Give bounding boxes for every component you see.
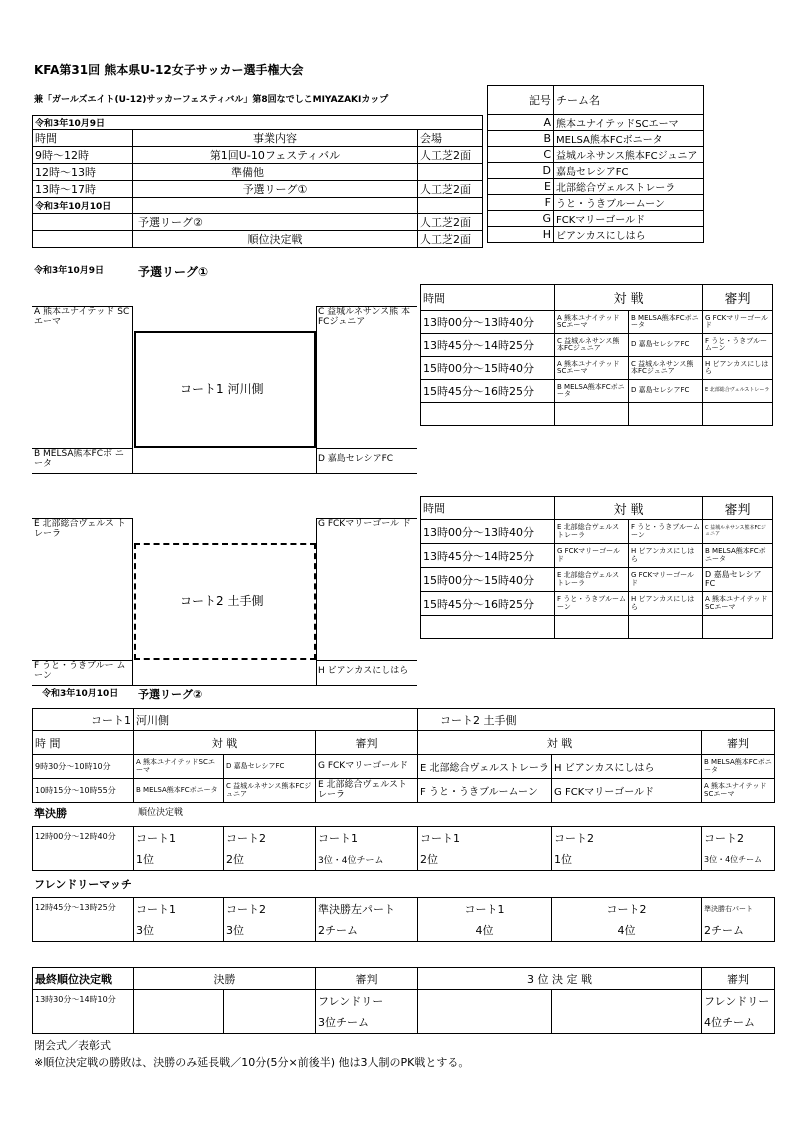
court2-team-br: H ビアンカスにしはら bbox=[318, 666, 409, 676]
match-time: 15時45分～16時25分 bbox=[421, 592, 555, 616]
schedule-row-content: 第1回U-10フェスティバル bbox=[133, 147, 418, 164]
friendly-table bbox=[32, 897, 775, 942]
match-team-a: E 北部総合ヴェルストレーラ bbox=[555, 520, 629, 544]
schedule-date2: 令和3年10月10日 bbox=[33, 198, 133, 214]
match-time: 13時00分～13時40分 bbox=[421, 311, 555, 334]
court2-match-table bbox=[420, 496, 773, 639]
court2-team-tr: G FCKマリーゴール ド bbox=[318, 519, 411, 529]
semi-cell-top: コート1 bbox=[134, 827, 224, 849]
match-ref: C 益城ルネサンス熊本FCジュニア bbox=[703, 520, 773, 544]
schedule-row-content: 予選リーグ① bbox=[133, 181, 418, 198]
friendly-cell-top: コート2 bbox=[224, 898, 316, 920]
league2-c2-team-a: E 北部総合ヴェルストレーラ bbox=[418, 755, 552, 779]
match-ref: H ビアンカスにしはら bbox=[703, 357, 773, 380]
team-key: A bbox=[488, 115, 554, 131]
match-ref: D 嘉島セレシアFC bbox=[703, 568, 773, 592]
league2-row-time: 10時15分～10時55分 bbox=[33, 779, 134, 803]
match-team-a: A 熊本ユナイテッドSCエーマ bbox=[555, 311, 629, 334]
semi-cell-bottom: 1位 bbox=[552, 849, 702, 871]
schedule-row-venue: 人工芝2面 bbox=[418, 214, 483, 231]
schedule-row-time: 9時～12時 bbox=[33, 147, 133, 164]
league1-date: 令和3年10月9日 bbox=[34, 266, 105, 276]
schedule-row-content: 予選リーグ② bbox=[133, 214, 418, 231]
match-ref: A 熊本ユナイテッドSCエーマ bbox=[703, 592, 773, 616]
schedule-header-content: 事業内容 bbox=[133, 130, 418, 147]
league2-court1-side: 河川側 bbox=[134, 709, 418, 731]
court1-match-table bbox=[420, 284, 773, 426]
match-time: 13時45分～14時25分 bbox=[421, 334, 555, 357]
schedule-row-venue: 人工芝2面 bbox=[418, 181, 483, 198]
league2-table bbox=[32, 708, 775, 803]
league2-court1-label: コート1 bbox=[33, 709, 134, 731]
match-header-ref: 審判 bbox=[703, 497, 773, 520]
league2-c2-ref: A 熊本ユナイテッドSCエーマ bbox=[702, 779, 775, 803]
friendly-label: フレンドリーマッチ bbox=[34, 878, 132, 891]
semi-cell-top: コート1 bbox=[316, 827, 418, 849]
league2-court2-label: コート2 土手側 bbox=[418, 709, 775, 731]
schedule-row-time: 13時～17時 bbox=[33, 181, 133, 198]
match-time: 15時45分～16時25分 bbox=[421, 380, 555, 403]
friendly-cell-top: コート1 bbox=[134, 898, 224, 920]
team-name: 北部総合ヴェルストレーラ bbox=[554, 179, 704, 195]
schedule-row-time: 12時～13時 bbox=[33, 164, 133, 181]
court2-team-bl: F うと・うきブルー ムーン bbox=[34, 661, 126, 681]
team-key: E bbox=[488, 179, 554, 195]
team-name: 熊本ユナイテッドSCエーマ bbox=[554, 115, 704, 131]
court1-diagram bbox=[32, 283, 417, 473]
friendly-cell-top: 準決勝左パート bbox=[316, 898, 418, 920]
court2-diagram bbox=[32, 495, 417, 685]
semi-cell-top: コート2 bbox=[702, 827, 775, 849]
match-team-b: H ビアンカスにしはら bbox=[629, 592, 703, 616]
semi-cell-bottom: 1位 bbox=[134, 849, 224, 871]
league2-date: 令和3年10月10日 bbox=[42, 689, 119, 699]
semi-sub: 順位決定戦 bbox=[138, 808, 184, 818]
league2-c2-team-b: H ビアンカスにしはら bbox=[552, 755, 702, 779]
semi-cell-bottom: 2位 bbox=[418, 849, 552, 871]
match-team-a: E 北部総合ヴェルストレーラ bbox=[555, 568, 629, 592]
schedule-date1: 令和3年10月9日 bbox=[33, 116, 483, 130]
final-final-label: 決勝 bbox=[134, 968, 316, 990]
league2-c1-ref: G FCKマリーゴールド bbox=[316, 755, 418, 779]
note-text: ※順位決定戦の勝敗は、決勝のみ延長戦／10分(5分×前後半) 他は3人制のPK戦とする。 bbox=[34, 1056, 470, 1069]
league2-court2-match-header: 対 戦 bbox=[418, 731, 702, 755]
league2-c1-ref: E 北部総合ヴェルストレーラ bbox=[316, 779, 418, 803]
league2-c2-ref: B MELSA熊本FCボニータ bbox=[702, 755, 775, 779]
league2-c2-team-b: G FCKマリーゴールド bbox=[552, 779, 702, 803]
final-ref2-bottom: 4位チーム bbox=[702, 1012, 775, 1034]
friendly-cell-bottom: 4位 bbox=[552, 920, 702, 942]
team-key: C bbox=[488, 147, 554, 163]
team-key: H bbox=[488, 227, 554, 243]
match-team-b: D 嘉島セレシアFC bbox=[629, 380, 703, 403]
schedule-row-venue bbox=[418, 164, 483, 181]
match-ref: B MELSA熊本FCボニータ bbox=[703, 544, 773, 568]
schedule-row-venue: 人工芝2面 bbox=[418, 231, 483, 248]
court1-team-bl: B MELSA熊本FCボ ニータ bbox=[34, 449, 124, 469]
final-third-label: 3 位 決 定 戦 bbox=[418, 968, 702, 990]
match-team-b: G FCKマリーゴールド bbox=[629, 568, 703, 592]
semi-cell-top: コート2 bbox=[552, 827, 702, 849]
friendly-cell-bottom: 4位 bbox=[418, 920, 552, 942]
match-header-match: 対 戦 bbox=[555, 497, 703, 520]
friendly-cell-bottom: 3位 bbox=[134, 920, 224, 942]
team-name: MELSA熊本FCボニータ bbox=[554, 131, 704, 147]
court1-team-br: D 嘉島セレシアFC bbox=[318, 454, 394, 464]
court2-name: コート2 土手側 bbox=[180, 594, 264, 608]
friendly-cell-top: コート1 bbox=[418, 898, 552, 920]
semi-label: 準決勝 bbox=[34, 807, 67, 820]
schedule-row-venue: 人工芝2面 bbox=[418, 147, 483, 164]
friendly-cell-bottom: 3位 bbox=[224, 920, 316, 942]
league2-c1-team-b: D 嘉島セレシアFC bbox=[224, 755, 316, 779]
league2-court2-ref-header: 審判 bbox=[702, 731, 775, 755]
schedule-table bbox=[32, 115, 483, 248]
league2-c1-team-a: B MELSA熊本FCボニータ bbox=[134, 779, 224, 803]
match-team-b: B MELSA熊本FCボニータ bbox=[629, 311, 703, 334]
league2-c1-team-a: A 熊本ユナイテッドSCエーマ bbox=[134, 755, 224, 779]
semi-time: 12時00分～12時40分 bbox=[33, 827, 134, 871]
match-team-a: G FCKマリーゴールド bbox=[555, 544, 629, 568]
team-name: FCKマリーゴールド bbox=[554, 211, 704, 227]
friendly-cell-top: コート2 bbox=[552, 898, 702, 920]
league2-c1-team-b: C 益城ルネサンス熊本FCジュニア bbox=[224, 779, 316, 803]
court2-team-tl: E 北部総合ヴェルス トレーラ bbox=[34, 519, 126, 539]
match-ref: G FCKマリーゴールド bbox=[703, 311, 773, 334]
final-ref-header: 審判 bbox=[702, 968, 775, 990]
team-key: F bbox=[488, 195, 554, 211]
match-time: 15時00分～15時40分 bbox=[421, 568, 555, 592]
league2-time-header: 時 間 bbox=[33, 731, 134, 755]
match-header-time: 時間 bbox=[421, 285, 555, 311]
friendly-cell-bottom: 2チーム bbox=[702, 920, 775, 942]
final-ref1-bottom: 3位チーム bbox=[316, 1012, 418, 1034]
match-header-match: 対 戦 bbox=[555, 285, 703, 311]
match-team-b: F うと・うきブルームーン bbox=[629, 520, 703, 544]
semi-cell-top: コート2 bbox=[224, 827, 316, 849]
friendly-cell-bottom: 2チーム bbox=[316, 920, 418, 942]
team-key: G bbox=[488, 211, 554, 227]
schedule-row-content: 準備他 bbox=[133, 164, 418, 181]
match-header-ref: 審判 bbox=[703, 285, 773, 311]
closing-text: 閉会式／表彰式 bbox=[34, 1039, 111, 1052]
match-ref: E 北部総合ヴェルストレーラ bbox=[703, 380, 773, 403]
court1-team-tr: C 益城ルネサンス熊 本FCジュニア bbox=[318, 307, 411, 327]
final-time: 13時30分～14時10分 bbox=[33, 990, 134, 1034]
team-name: うと・うきブルームーン bbox=[554, 195, 704, 211]
semi-cell-bottom: 3位・4位チーム bbox=[702, 849, 775, 871]
team-name: 益城ルネサンス熊本FCジュニア bbox=[554, 147, 704, 163]
match-ref: F うと・うきブルームーン bbox=[703, 334, 773, 357]
match-team-b: D 嘉島セレシアFC bbox=[629, 334, 703, 357]
team-name: 嘉島セレシアFC bbox=[554, 163, 704, 179]
schedule-header-venue: 会場 bbox=[418, 130, 483, 147]
match-header-time: 時間 bbox=[421, 497, 555, 520]
match-team-a: C 益城ルネサンス熊本FCジュニア bbox=[555, 334, 629, 357]
page-subtitle: 兼「ガールズエイト(U-12)サッカーフェスティバル」第8回なでしこMIYAZAKIカップ bbox=[34, 95, 389, 105]
friendly-time: 12時45分～13時25分 bbox=[33, 898, 134, 942]
semi-cell-top: コート1 bbox=[418, 827, 552, 849]
schedule-header-time: 時間 bbox=[33, 130, 133, 147]
league2-title: 予選リーグ② bbox=[138, 688, 203, 701]
match-team-b: C 益城ルネサンス熊本FCジュニア bbox=[629, 357, 703, 380]
league2-court1-ref-header: 審判 bbox=[316, 731, 418, 755]
team-table bbox=[487, 85, 704, 243]
schedule-row-time bbox=[33, 214, 133, 231]
schedule-row-time bbox=[33, 231, 133, 248]
match-team-b: H ビアンカスにしはら bbox=[629, 544, 703, 568]
league1-title: 予選リーグ① bbox=[138, 265, 209, 279]
final-ref1-top: フレンドリー bbox=[316, 990, 418, 1012]
final-ref-header: 審判 bbox=[316, 968, 418, 990]
league2-court1-match-header: 対 戦 bbox=[134, 731, 316, 755]
match-team-a: F うと・うきブルームーン bbox=[555, 592, 629, 616]
semi-cell-bottom: 2位 bbox=[224, 849, 316, 871]
team-key: B bbox=[488, 131, 554, 147]
team-key: D bbox=[488, 163, 554, 179]
team-header-key: 記号 bbox=[488, 86, 554, 115]
final-ref2-top: フレンドリー bbox=[702, 990, 775, 1012]
friendly-cell-top: 準決勝右パート bbox=[702, 898, 775, 920]
match-time: 13時00分～13時40分 bbox=[421, 520, 555, 544]
final-table bbox=[32, 967, 775, 1034]
team-name: ビアンカスにしはら bbox=[554, 227, 704, 243]
match-team-a: A 熊本ユナイテッドSCエーマ bbox=[555, 357, 629, 380]
semi-cell-bottom: 3位・4位チーム bbox=[316, 849, 418, 871]
match-time: 15時00分～15時40分 bbox=[421, 357, 555, 380]
league2-row-time: 9時30分～10時10分 bbox=[33, 755, 134, 779]
court1-team-tl: A 熊本ユナイテッド SCエーマ bbox=[34, 307, 130, 327]
schedule-row-content: 順位決定戦 bbox=[133, 231, 418, 248]
page-title: KFA第31回 熊本県U-12女子サッカー選手権大会 bbox=[34, 63, 304, 77]
court1-name: コート1 河川側 bbox=[180, 382, 264, 396]
final-label: 最終順位決定戦 bbox=[33, 968, 134, 990]
match-time: 13時45分～14時25分 bbox=[421, 544, 555, 568]
team-header-name: チーム名 bbox=[554, 86, 704, 115]
match-team-a: B MELSA熊本FCボニータ bbox=[555, 380, 629, 403]
league2-c2-team-a: F うと・うきブルームーン bbox=[418, 779, 552, 803]
semi-table bbox=[32, 826, 775, 871]
